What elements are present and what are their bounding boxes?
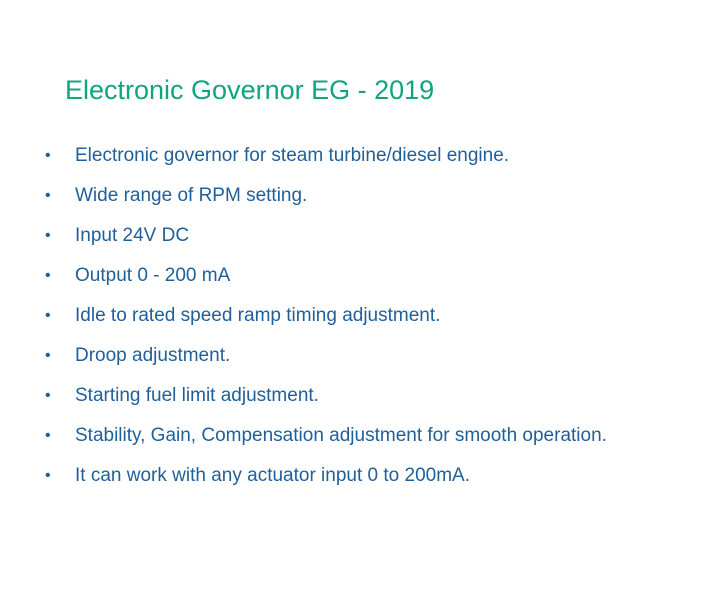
- page-title: Electronic Governor EG - 2019: [65, 75, 435, 105]
- bullet-icon: •: [45, 307, 51, 324]
- feature-text: Stability, Gain, Compensation adjustment for smooth operation.: [75, 425, 607, 446]
- bullet-icon: •: [45, 467, 51, 484]
- bullet-icon: •: [45, 147, 51, 164]
- bullet-icon: •: [45, 347, 51, 364]
- bullet-icon: •: [45, 267, 51, 284]
- feature-text: Output 0 - 200 mA: [75, 265, 231, 286]
- feature-text: Wide range of RPM setting.: [75, 185, 308, 206]
- feature-text: Idle to rated speed ramp timing adjustment.: [75, 305, 441, 326]
- bullet-icon: •: [45, 387, 51, 404]
- feature-text: Electronic governor for steam turbine/diesel engine.: [75, 145, 510, 166]
- feature-text: Starting fuel limit adjustment.: [75, 385, 319, 406]
- bullet-icon: •: [45, 187, 51, 204]
- feature-text: It can work with any actuator input 0 to 200mA.: [75, 465, 470, 486]
- feature-text: Input 24V DC: [75, 225, 190, 246]
- feature-text: Droop adjustment.: [75, 345, 231, 366]
- bullet-icon: •: [45, 427, 51, 444]
- bullet-icon: •: [45, 227, 51, 244]
